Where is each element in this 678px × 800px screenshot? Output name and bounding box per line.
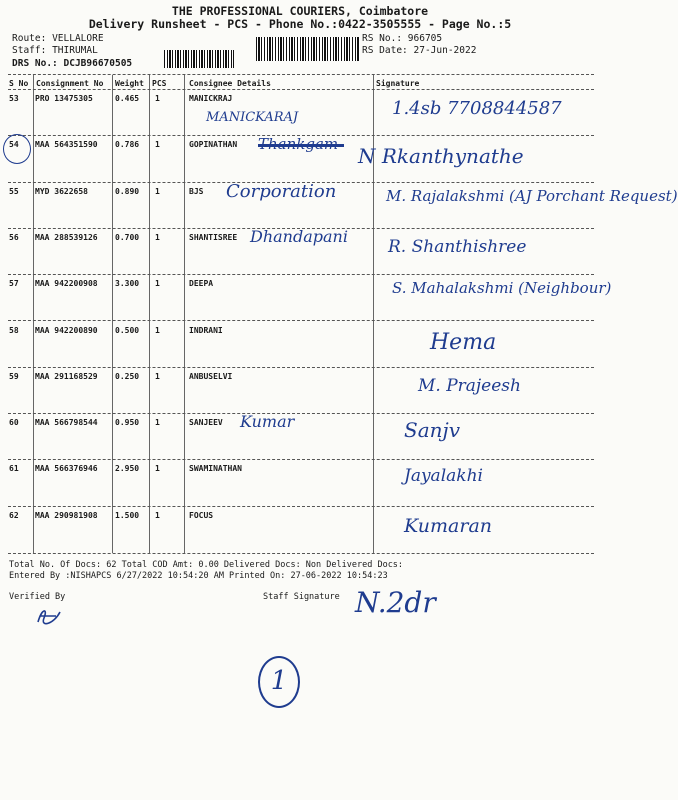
- table-row: [0, 275, 612, 321]
- table-row: [0, 180, 678, 229]
- row-pcs: 1: [155, 371, 160, 381]
- row-signature-handwriting: Sanjv: [404, 418, 461, 443]
- row-signature-handwriting: Jayalakhi: [404, 466, 483, 487]
- row-consignee: SHANTISREE: [189, 232, 238, 242]
- row-signature-handwriting: M. Prajeesh: [418, 375, 521, 396]
- row-pcs: 1: [155, 279, 160, 289]
- table-row: [0, 368, 600, 414]
- row-consignment-no: MAA 566376946: [35, 464, 98, 474]
- table-row: [0, 90, 600, 136]
- rs-date-line: RS Date: 27-Jun-2022: [362, 45, 477, 56]
- table-row: [0, 460, 600, 506]
- staff-line: Staff: THIRUMAL: [12, 45, 98, 56]
- table-row: [0, 507, 600, 553]
- row-handwritten-note: MANICKARAJ: [206, 110, 299, 125]
- route-line: Route: VELLALORE: [12, 33, 104, 44]
- row-handwritten-note: Kumar: [240, 412, 295, 432]
- col-weight: Weight: [115, 79, 144, 88]
- row-signature-handwriting: S. Mahalakshmi (Neighbour): [392, 279, 612, 298]
- row-weight: 0.500: [115, 325, 140, 335]
- row-sno: 58: [9, 325, 19, 335]
- row-signature-handwriting: R. Shanthishree: [388, 236, 527, 257]
- rs-no-value: 966705: [407, 33, 443, 44]
- row-consignment-no: PRO 13475305: [35, 94, 93, 103]
- row-sno: 53: [9, 94, 19, 103]
- route-value: VELLALORE: [52, 33, 104, 44]
- document-title: [0, 5, 600, 31]
- col-consignment: Consignment No: [36, 79, 104, 88]
- row-pcs: 1: [155, 186, 160, 196]
- row-consignment-no: MAA 288539126: [35, 232, 98, 242]
- row-weight: 0.465: [115, 94, 140, 103]
- col-signature: Signature: [376, 79, 420, 88]
- verifier-signature-icon: [34, 604, 64, 628]
- row-signature-handwriting: 1.4sb 7708844587: [392, 98, 562, 119]
- totals-line: Total No. Of Docs: 62 Total COD Amt: 0.00 Delivered Docs: Non Delivered Docs:: [9, 560, 404, 570]
- row-weight: 0.950: [115, 418, 140, 428]
- col-pcs: PCS: [152, 79, 167, 88]
- row-circle-mark: [3, 134, 31, 164]
- row-consignee: MANICKRAJ: [189, 94, 233, 103]
- row-consignment-no: MAA 566798544: [35, 418, 98, 428]
- company-name: THE PROFESSIONAL COURIERS, Coimbatore: [171, 4, 429, 18]
- row-pcs: 1: [155, 94, 160, 103]
- row-consignment-no: MAA 290981908: [35, 510, 98, 520]
- row-consignee: DEEPA: [189, 279, 214, 289]
- table-row: [0, 322, 600, 368]
- table-row: [0, 136, 600, 182]
- row-sno: 57: [9, 279, 19, 289]
- row-sno: 60: [9, 418, 19, 428]
- row-weight: 1.500: [115, 510, 140, 520]
- rs-no-line: RS No.: 966705: [362, 33, 443, 44]
- row-pcs: 1: [155, 464, 160, 474]
- row-consignment-no: MAA 942200908: [35, 279, 98, 289]
- entered-by-line: Entered By :NISHAPCS 6/27/2022 10:54:20 AM Printed On: 27-06-2022 10:54:23: [9, 571, 388, 581]
- row-weight: 2.950: [115, 464, 140, 474]
- barcode-icon: [256, 37, 360, 61]
- row-consignee: INDRANI: [189, 325, 223, 335]
- row-consignment-no: MAA 291168529: [35, 371, 98, 381]
- row-sno: 62: [9, 510, 19, 520]
- row-consignee: ANBUSELVI: [189, 371, 233, 381]
- row-sno: 55: [9, 186, 19, 196]
- row-weight: 0.890: [115, 186, 140, 196]
- row-pcs: 1: [155, 325, 160, 335]
- rs-date-value: 27-Jun-2022: [413, 45, 477, 56]
- staff-signature-handwriting: N.2dr: [355, 586, 436, 619]
- row-consignee: BJS: [189, 186, 204, 196]
- runsheet-title: Delivery Runsheet - PCS - Phone No.:0422-3505555 - Page No.:5: [88, 17, 512, 31]
- col-sno: S No: [9, 79, 29, 88]
- row-handwritten-note: Dhandapani: [250, 226, 348, 246]
- drs-line: DRS No.: DCJB96670505: [12, 58, 133, 69]
- row-consignee: GOPINATHAN: [189, 140, 238, 150]
- staff-signature-label: Staff Signature: [263, 592, 340, 602]
- row-signature-handwriting: Kumaran: [404, 514, 493, 537]
- col-consignee: Consignee Details: [189, 79, 271, 88]
- row-pcs: 1: [155, 140, 160, 150]
- row-signature-handwriting: Hema: [430, 329, 497, 355]
- row-weight: 3.300: [115, 279, 140, 289]
- table-bottom-divider: [8, 553, 594, 554]
- row-pcs: 1: [155, 418, 160, 428]
- row-sno: 54: [9, 140, 19, 150]
- row-handwritten-note: Thankgam: [258, 135, 339, 154]
- verified-by-label: Verified By: [9, 592, 66, 602]
- staff-value: THIRUMAL: [52, 45, 98, 56]
- row-weight: 0.250: [115, 371, 140, 381]
- row-consignee: SANJEEV: [189, 418, 223, 428]
- header-divider: [8, 74, 594, 75]
- row-sno: 59: [9, 371, 19, 381]
- row-pcs: 1: [155, 232, 160, 242]
- row-consignee: FOCUS: [189, 510, 214, 520]
- row-sno: 56: [9, 232, 19, 242]
- page-number-circle: 1: [258, 656, 300, 708]
- row-pcs: 1: [155, 510, 160, 520]
- row-consignment-no: MAA 942200890: [35, 325, 98, 335]
- drs-value: DCJB96670505: [63, 58, 133, 69]
- row-consignment-no: MYD 3622658: [35, 186, 88, 196]
- row-consignment-no: MAA 564351590: [35, 140, 98, 150]
- table-row: [0, 414, 600, 460]
- row-handwritten-note: Corporation: [226, 180, 337, 202]
- row-weight: 0.700: [115, 232, 140, 242]
- table-row: [0, 226, 600, 275]
- row-sno: 61: [9, 464, 19, 474]
- row-signature-handwriting: M. Rajalakshmi (AJ Porchant Request): [386, 186, 678, 205]
- strike-through-mark: [258, 144, 344, 147]
- row-consignee: SWAMINATHAN: [189, 464, 242, 474]
- barcode-small-icon: [164, 50, 234, 68]
- row-weight: 0.786: [115, 140, 140, 150]
- row-signature-handwriting: N Rkanthynathe: [358, 144, 524, 169]
